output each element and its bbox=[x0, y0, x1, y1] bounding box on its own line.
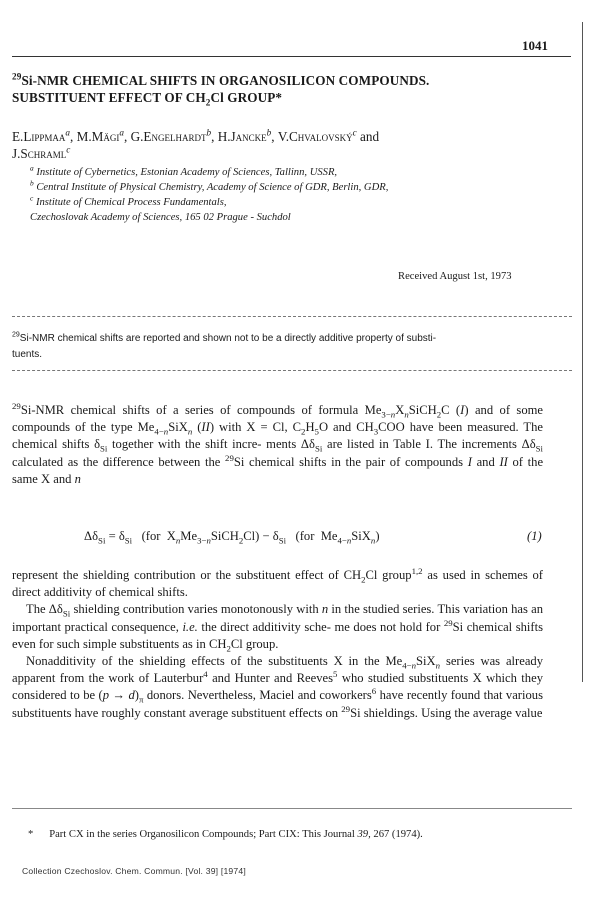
header-rule bbox=[12, 56, 571, 57]
paragraph: $^{29}$Si-NMR chemical shifts of a series of compounds of formula $Me_{3-n}X_nSiCH_2C$ (I) and of some compounds of the type $Me_{4-n}SiX_n$ (II) with X = Cl, $C_2H_5O$ and $CH_3COO$ have been measured. The chemical shifts $\delta_{Si}$ together with the shift incre- ments $\Delta\delta_{Si}$ are listed in Table I. The increments $\Delta\delta_{Si}$ calculated as the difference between the $^{29}$Si chemical shifts in the pair of compounds I and II of the same X and n bbox=[12, 400, 544, 486]
equation-number: (1) bbox=[527, 529, 542, 543]
abstract-bottom-rule bbox=[12, 370, 572, 371]
paragraph: The $\Delta\delta_{Si}$ shielding contribution varies monotonously with n in the studied series. This variation has an important practical consequence, i.e. the direct additivity sche- me does not hold for $^{29}$Si chemical shifts even for such simple substituents as in $CH_2Cl$ group. bbox=[12, 602, 543, 654]
abstract-top-rule bbox=[12, 316, 572, 317]
author: H.Jancke bbox=[217, 129, 267, 144]
paragraph: represent the shielding contribution or the substituent effect of $CH_2Cl$ group$^{1,2}$ as used in schemes of direct additivity of chemical shifts. bbox=[12, 565, 543, 600]
title-line-1: $^{29}$Si-NMR CHEMICAL SHIFTS IN ORGANOSILICON COMPOUNDS. bbox=[12, 71, 430, 88]
affiliation: Czechoslovak Academy of Sciences, 165 02 Prague - Suchdol bbox=[30, 212, 291, 223]
journal-citation: Collection Czechoslov. Chem. Commun. [Vol. 39] [1974] bbox=[22, 866, 246, 876]
author: E.Lippmaa bbox=[12, 129, 66, 144]
footnote-rule bbox=[12, 808, 572, 809]
received-date: Received August 1st, 1973 bbox=[398, 271, 512, 282]
author: G.Engelhardt bbox=[130, 129, 207, 144]
author: J.Schraml bbox=[12, 146, 67, 161]
title-line-2: SUBSTITUENT EFFECT OF $CH_2Cl$ GROUP* bbox=[12, 90, 283, 108]
body-text-continued bbox=[12, 567, 543, 722]
author: V.Chvalovský bbox=[277, 129, 353, 144]
equation-1: $\Delta\delta_{Si} = \delta_{Si}$ (for $X_nMe_{3-n}SiCH_2Cl) - \delta_{Si}$ (for $Me_{4-n}SiX_n$) bbox=[84, 529, 380, 546]
affiliations bbox=[30, 165, 570, 225]
article-title bbox=[12, 72, 572, 106]
affiliation: $^c$ Institute of Chemical Process Fundamentals, bbox=[30, 193, 227, 208]
author: M.Mägi bbox=[76, 129, 120, 144]
paragraph: Nonadditivity of the shielding effects of the substituents X in the $Me_{4-n}SiX_n$ series was already apparent from the work of Lauterbur$^4$ and Hunter and Reeves$^5$ who studied substituents X which they considered to be $(p \to d)_\pi$ donors. Nevertheless, Maciel and coworkers$^6$ have recently found that various substituents have roughly constant average substituent effects on $^{29}$Si shieldings. Using the average value bbox=[12, 654, 544, 720]
authors: E.Lippmaa$^a$, M.Mägi$^a$, G.Engelhardt$^b$, H.Jancke$^b$, V.Chvalovský$^c$ and J.Schraml$^c$ bbox=[12, 127, 380, 161]
body-text bbox=[12, 402, 543, 488]
abstract: $^{29}$Si-NMR chemical shifts are reported and shown not to be a directly additive property of substi- tuents. bbox=[12, 331, 437, 360]
right-margin-rule bbox=[582, 22, 583, 682]
footnote: * Part CX in the series Organosilicon Compounds; Part CIX: This Journal 39, 267 (1974). bbox=[28, 829, 423, 840]
affiliation: $^a$ Institute of Cybernetics, Estonian Academy of Sciences, Tallinn, USSR, bbox=[30, 163, 338, 178]
affiliation: $^b$ Central Institute of Physical Chemistry, Academy of Science of GDR, Berlin, GDR, bbox=[30, 178, 389, 193]
page-number: 1041 bbox=[522, 38, 548, 53]
